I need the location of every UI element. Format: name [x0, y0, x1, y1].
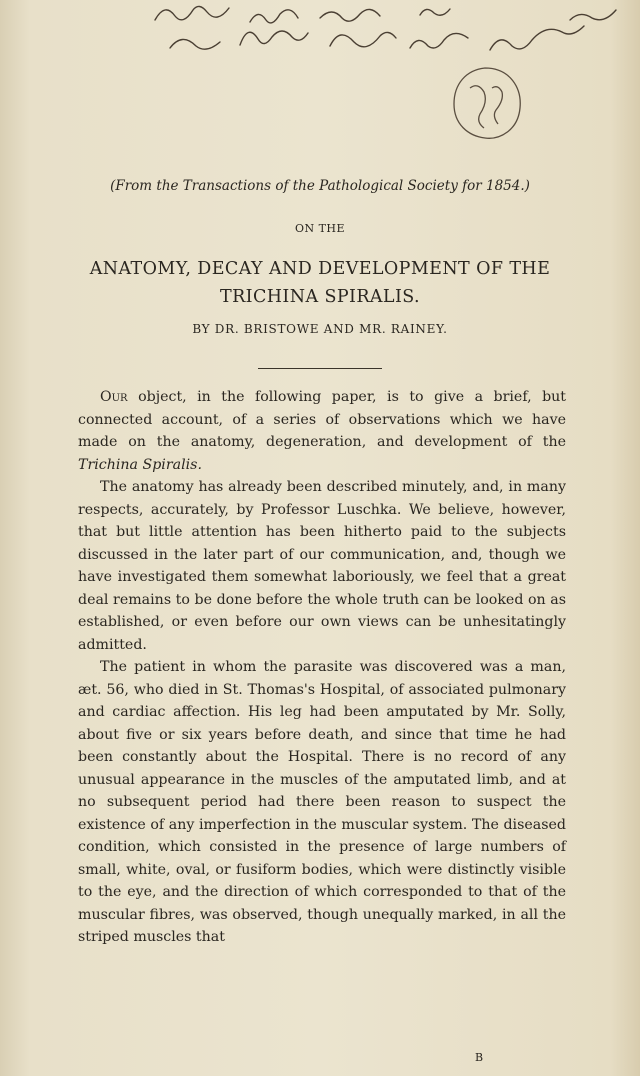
paragraph-2: The anatomy has already been described minutely, and, in many respects, accurately, by Professor Luschka. We believe, however, that but little attention has been hitherto paid to the subjects discussed in the later part of our communication, and, though we have investigated them somewhat laboriously, we feel that a great deal remains to be done before the whole truth can be looked on as established, or even before our own views can be unhesitatingly admitted. [78, 479, 566, 653]
handwritten-inscription [150, 0, 640, 70]
paragraph-1 [78, 386, 566, 476]
separator-rule [258, 368, 382, 369]
paragraph-1-text: object, in the following paper, is to give a brief, but connected account, of a series of observations which we have made on the anatomy, degeneration, and development of the [78, 389, 566, 450]
body-text [78, 386, 566, 949]
signature-mark: B [475, 1051, 484, 1064]
source-citation: (From the Transactions of the Pathological Society for 1854.) [110, 178, 530, 194]
library-stamp [440, 58, 530, 148]
paragraph-lead: Our [100, 389, 128, 405]
species-name: Trichina Spiralis. [78, 456, 202, 473]
authors-line: BY DR. BRISTOWE AND MR. RAINEY. [192, 322, 448, 336]
paragraph-3: The patient in whom the parasite was discovered was a man, æt. 56, who died in St. Thomas's Hospital, of associated pulmonary and cardiac affection. His leg had been amputated by Mr. Solly, about five or six years before death, and since that time he had been constantly about the Hospital. There is no record of any unusual appearance in the muscles of the amputated limb, and at no subsequent period had there been reason to suspect the existence of any imperfection in the muscular system. The diseased condition, which consisted in the presence of large numbers of small, white, oval, or fusiform bodies, which were distinctly visible to the eye, and the direction of which corresponded to that of the muscular fibres, was observed, though unequally marked, in all the striped muscles that [78, 659, 566, 945]
paper-title: ANATOMY, DECAY AND DEVELOPMENT OF THE TRICHINA SPIRALIS. [89, 259, 551, 307]
title-prefix: ON THE [294, 222, 346, 235]
